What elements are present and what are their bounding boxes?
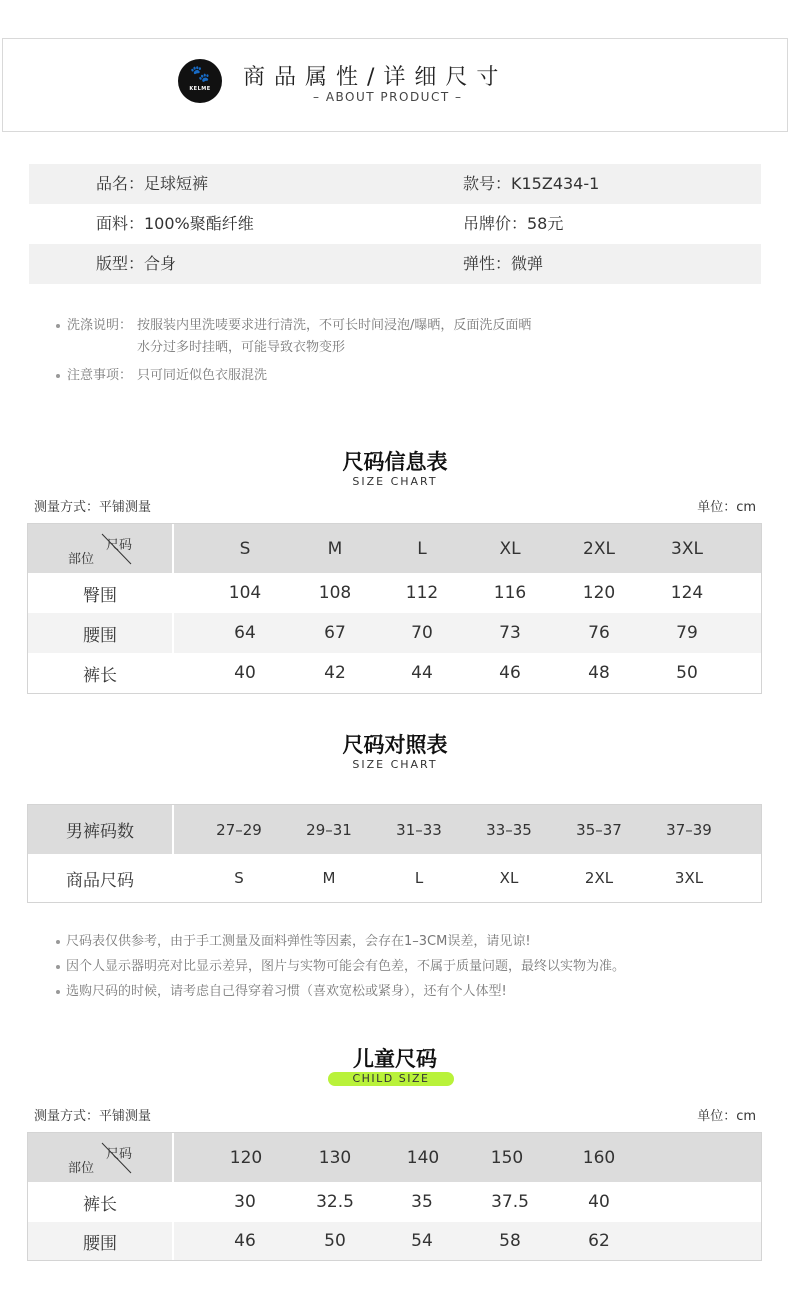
table-cell: M — [322, 869, 336, 887]
table-cell: 3XL — [674, 869, 704, 887]
table-row — [28, 653, 761, 693]
attr-style-no: 款号：K15Z434-1 — [463, 174, 600, 193]
attr-product-name: 品名：足球短裤 — [96, 174, 209, 193]
unit-label: 单位：cm — [697, 1109, 756, 1124]
size-header: 150 — [490, 1147, 524, 1168]
corner-part-label: 部位 — [68, 552, 95, 567]
size-header: 130 — [318, 1147, 352, 1168]
column-divider — [172, 1222, 174, 1260]
table-cell: XL — [499, 869, 519, 887]
attr-row — [29, 244, 761, 284]
table-cell: 27–29 — [216, 820, 262, 839]
table-cell: 33–35 — [486, 820, 532, 839]
table-cell: 67 — [324, 623, 346, 643]
size-header: 120 — [229, 1147, 263, 1168]
table-cell: 48 — [588, 663, 610, 683]
child-size-table — [27, 1132, 762, 1261]
column-divider — [172, 613, 174, 653]
column-divider — [172, 524, 174, 573]
wash-line-1: 按服装内里洗唛要求进行清洗，不可长时间浸泡/曝晒，反面洗反面晒 — [137, 318, 532, 333]
table-cell: 30 — [234, 1192, 256, 1212]
table-cell: 54 — [411, 1231, 433, 1251]
table-cell: 108 — [318, 583, 352, 603]
child-size-title: 儿童尺码 — [353, 1047, 437, 1071]
table-header-row — [28, 1133, 761, 1182]
bullet-dot — [56, 374, 60, 378]
attr-fabric: 面料：100%聚酯纤维 — [96, 214, 254, 233]
table-cell: 79 — [676, 623, 698, 643]
table-cell: 64 — [234, 623, 256, 643]
table-cell: 29–31 — [306, 820, 352, 839]
table-cell: 76 — [588, 623, 610, 643]
table-cell: 32.5 — [316, 1192, 354, 1212]
unit-label: 单位：cm — [697, 500, 756, 515]
diagonal-line — [28, 524, 172, 573]
table-cell: 46 — [499, 663, 521, 683]
table-cell: 37.5 — [491, 1192, 529, 1212]
table-row — [28, 573, 761, 613]
diagonal-line — [28, 1133, 172, 1182]
table-cell: 116 — [493, 583, 527, 603]
row-label: 裤长 — [83, 1194, 117, 1215]
table-row — [28, 1222, 761, 1260]
table-cell: 112 — [405, 583, 439, 603]
table-cell: 2XL — [584, 869, 614, 887]
table-cell: 120 — [582, 583, 616, 603]
row-label: 臀围 — [83, 585, 117, 606]
paw-icon: 🐾 — [190, 64, 210, 83]
attr-row — [29, 164, 761, 204]
table-cell: S — [234, 869, 244, 887]
header-subtitle: – ABOUT PRODUCT – — [313, 90, 463, 104]
table-cell: 62 — [588, 1231, 610, 1251]
attr-price: 吊牌价：58元 — [463, 214, 564, 233]
table-cell: 46 — [234, 1231, 256, 1251]
table-cell: L — [414, 869, 424, 887]
men-size-label: 男裤码数 — [66, 822, 134, 842]
column-divider — [172, 805, 174, 854]
table-cell: 40 — [234, 663, 256, 683]
wash-label: 洗涤说明： — [67, 318, 133, 333]
table-cell: 50 — [324, 1231, 346, 1251]
corner-header — [28, 524, 172, 573]
table-cell: 73 — [499, 623, 521, 643]
child-size-subtitle: CHILD SIZE — [328, 1072, 454, 1086]
note-label: 注意事项： — [67, 368, 133, 383]
row-label: 腰围 — [83, 1233, 117, 1254]
size-header: M — [327, 538, 343, 559]
attr-fit: 版型：合身 — [96, 254, 177, 273]
table-cell: 70 — [411, 623, 433, 643]
corner-header — [28, 1133, 172, 1182]
disclaimer-1: 尺码表仅供参考，由于手工测量及面料弹性等因素，会存在1–3CM误差，请见谅! — [66, 934, 531, 949]
size-compare-table — [27, 804, 762, 903]
table-cell: 42 — [324, 663, 346, 683]
table-cell: 40 — [588, 1192, 610, 1212]
product-size-label: 商品尺码 — [66, 870, 134, 891]
row-label: 腰围 — [83, 625, 117, 646]
table-header-row — [28, 805, 761, 854]
table-cell: 37–39 — [666, 820, 712, 839]
size-header: XL — [499, 538, 521, 559]
corner-size-label: 尺码 — [106, 538, 133, 553]
size-compare-title: 尺码对照表 — [342, 733, 448, 757]
column-divider — [172, 1133, 174, 1182]
bullet-dot — [56, 940, 60, 944]
table-header-row — [28, 524, 761, 573]
table-cell: 124 — [670, 583, 704, 603]
bullet-dot — [56, 990, 60, 994]
table-cell: 31–33 — [396, 820, 442, 839]
disclaimer-3: 选购尺码的时候，请考虑自己得穿着习惯（喜欢宽松或紧身），还有个人体型! — [66, 984, 507, 999]
size-compare-subtitle: SIZE CHART — [352, 758, 438, 771]
row-label: 裤长 — [83, 665, 117, 686]
bullet-dot — [56, 965, 60, 969]
table-row — [28, 613, 761, 653]
table-cell: 35 — [411, 1192, 433, 1212]
table-cell: 35–37 — [576, 820, 622, 839]
kelme-logo — [178, 59, 222, 103]
table-cell: 104 — [228, 583, 262, 603]
attr-row — [29, 204, 761, 244]
size-info-subtitle: SIZE CHART — [352, 475, 438, 488]
size-header: 3XL — [671, 538, 703, 559]
wash-line-2: 水分过多时挂晒，可能导致衣物变形 — [137, 340, 346, 355]
bullet-dot — [56, 324, 60, 328]
disclaimer-2: 因个人显示器明亮对比显示差异，图片与实物可能会有色差，不属于质量问题，最终以实物为准。 — [66, 959, 626, 974]
attr-elasticity: 弹性：微弹 — [463, 254, 544, 273]
table-row — [28, 1182, 761, 1222]
measure-method: 测量方式：平铺测量 — [34, 1109, 152, 1124]
corner-part-label: 部位 — [68, 1161, 95, 1176]
note-text: 只可同近似色衣服混洗 — [137, 368, 268, 383]
size-header: 160 — [582, 1147, 616, 1168]
logo-text: KELME — [189, 86, 211, 92]
table-cell: 44 — [411, 663, 433, 683]
table-row — [28, 854, 761, 902]
header-title: 商品属性/详细尺寸 — [243, 65, 508, 90]
size-header: S — [239, 538, 251, 559]
size-header: 140 — [406, 1147, 440, 1168]
size-header: L — [417, 538, 427, 559]
table-cell: 58 — [499, 1231, 521, 1251]
size-info-title: 尺码信息表 — [342, 450, 448, 474]
measure-method: 测量方式：平铺测量 — [34, 500, 152, 515]
size-header: 2XL — [583, 538, 615, 559]
size-info-table — [27, 523, 762, 694]
table-cell: 50 — [676, 663, 698, 683]
corner-size-label: 尺码 — [106, 1147, 133, 1162]
